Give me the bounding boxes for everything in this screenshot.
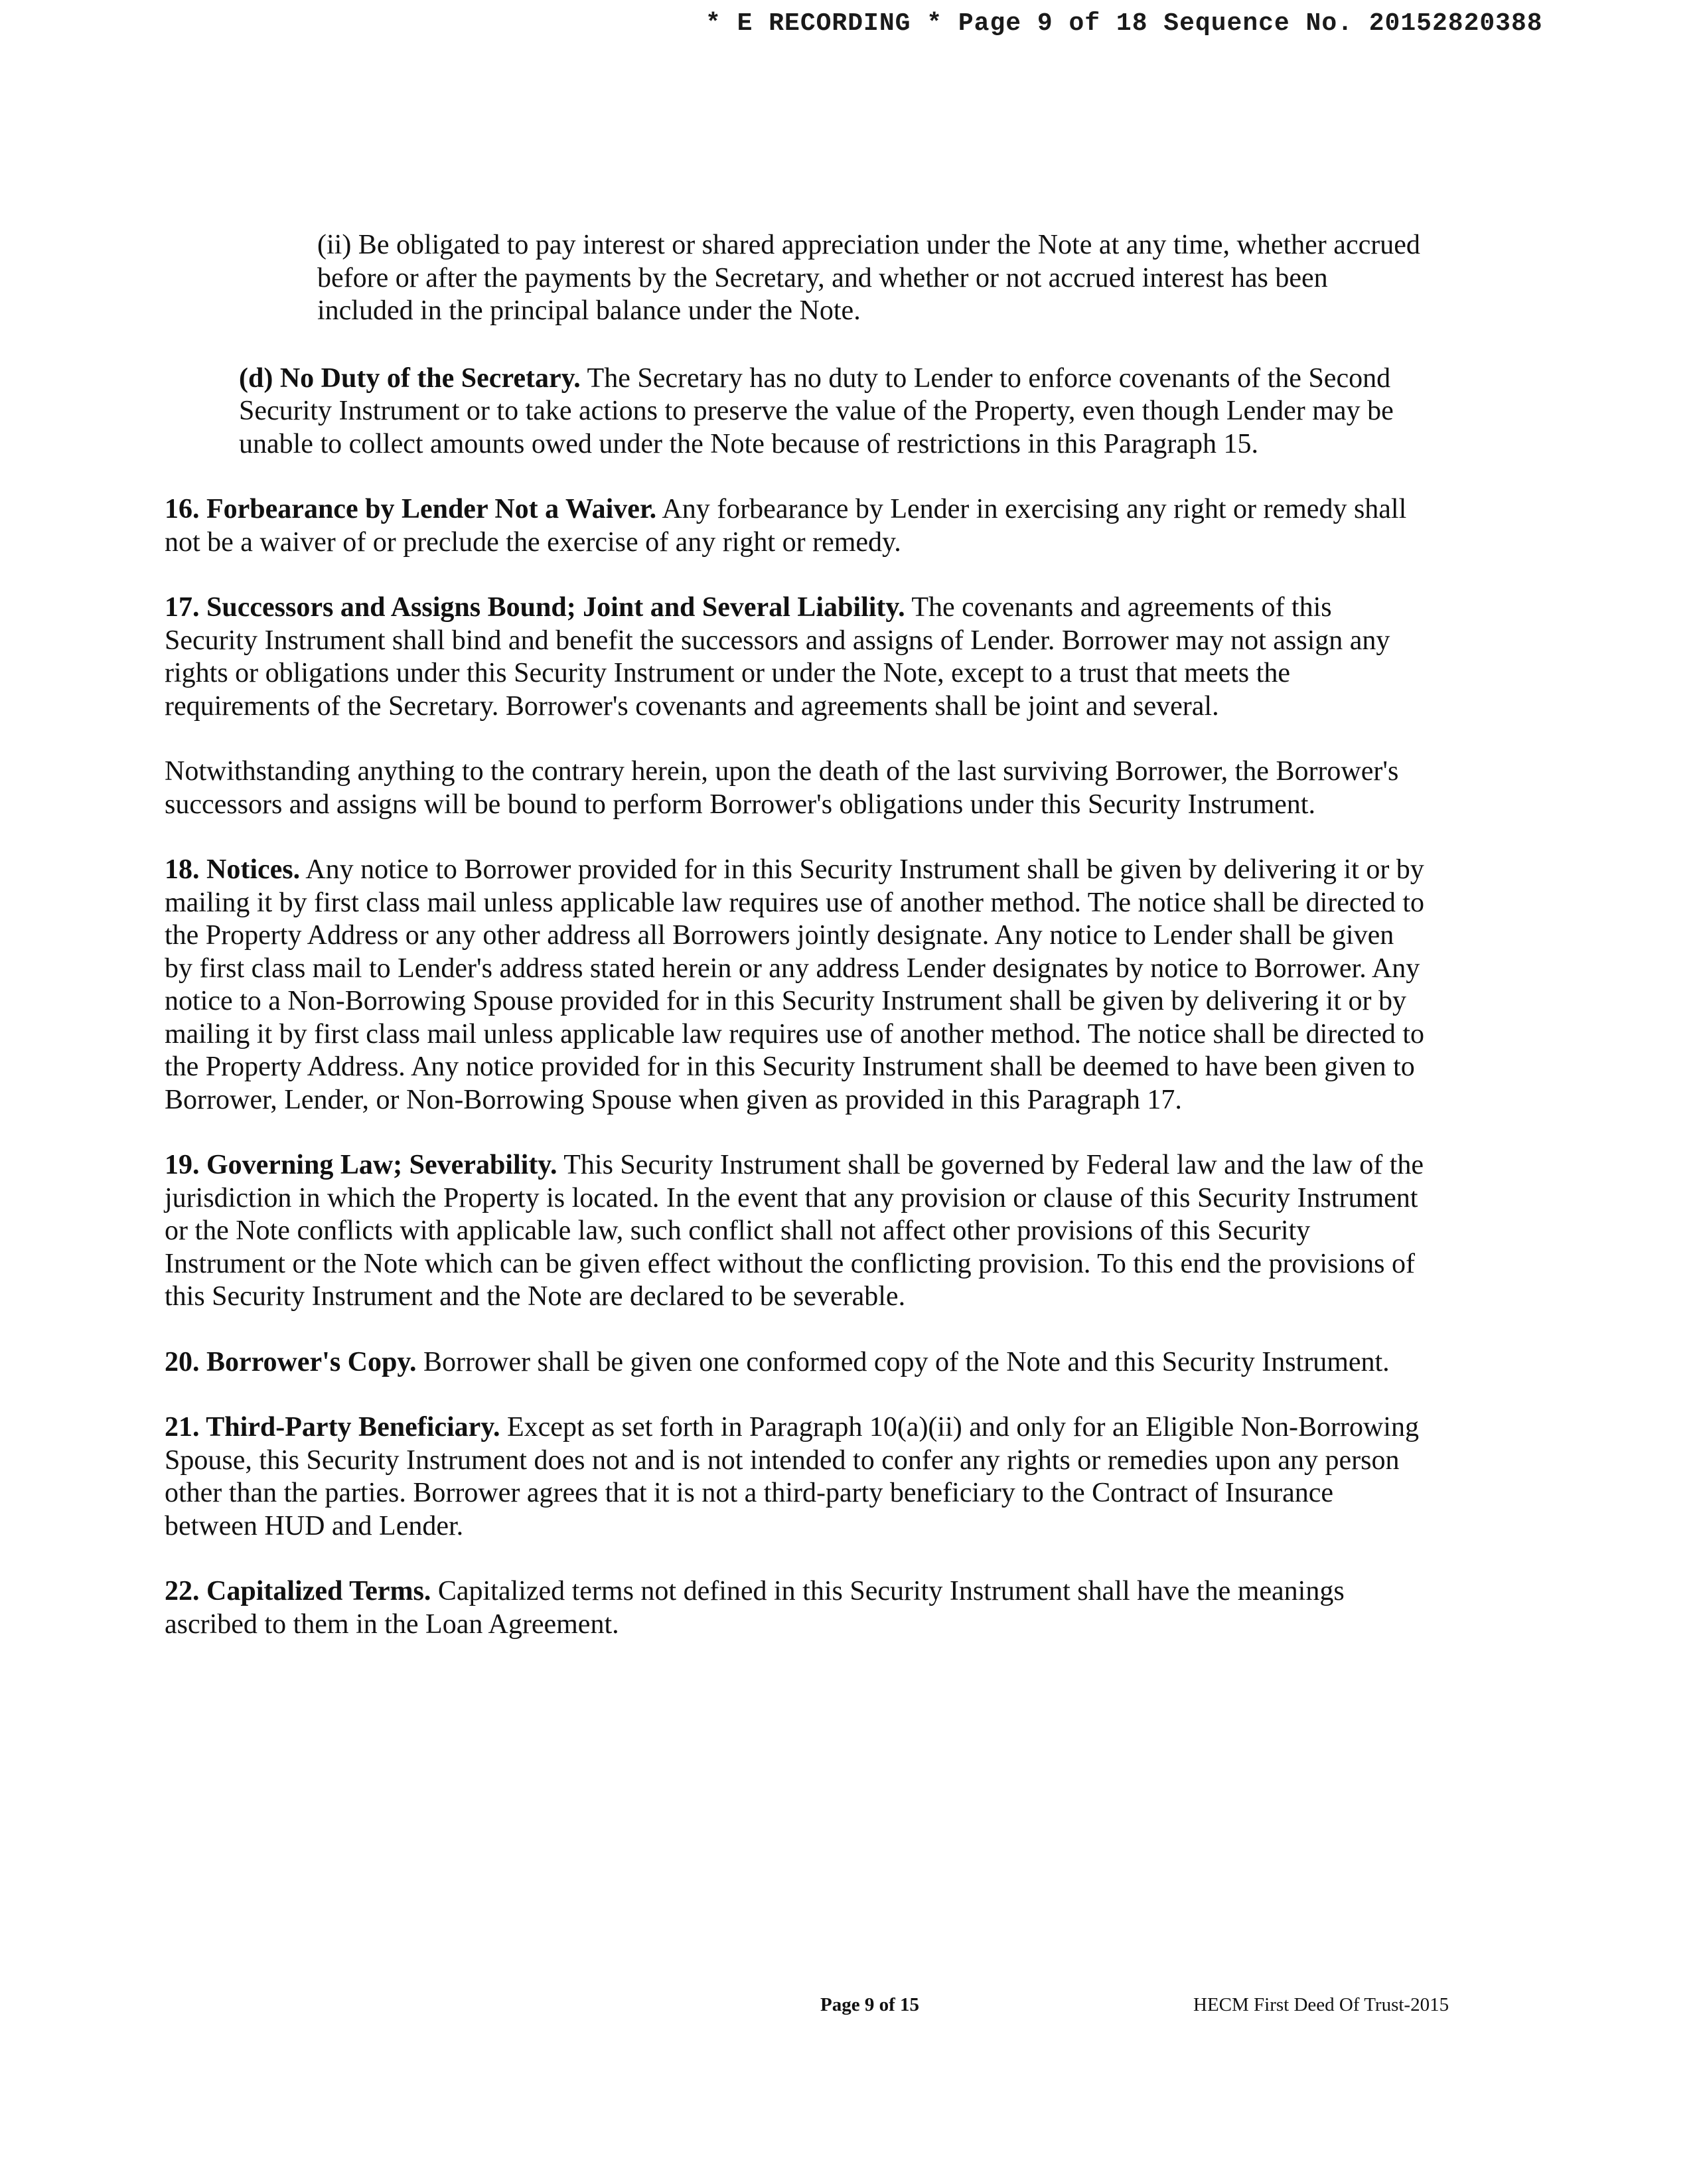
footer-document-name: HECM First Deed Of Trust-2015 xyxy=(1193,1994,1449,2015)
section-20-text: Borrower shall be given one conformed copy of the Note and this Security Instrument. xyxy=(416,1346,1390,1377)
section-20 xyxy=(165,1346,1426,1379)
section-22-heading: 22. Capitalized Terms. xyxy=(165,1576,431,1606)
section-19 xyxy=(165,1149,1426,1314)
footer-page-number: Page 9 of 15 xyxy=(820,1994,919,2015)
paragraph-15c-ii: (ii) Be obligated to pay interest or shared appreciation under the Note at any time, whether accrued before or after the payments by the Secretary, and whether or not accrued interest has been included in the principal balance under the Note. xyxy=(317,230,1420,326)
paragraph-15d-text: The Secretary has no duty to Lender to enforce covenants of the Second Security Instrument or to take actions to preserve the value of the Property, even though Lender may be unable to collect amounts owed under the Note because of restrictions in this Paragraph 15. xyxy=(239,362,1394,459)
section-16-text: Any forbearance by Lender in exercising any right or remedy shall not be a waiver of or preclude the exercise of any right or remedy. xyxy=(165,494,1407,558)
section-18 xyxy=(165,854,1426,1117)
section-21-heading: 21. Third-Party Beneficiary. xyxy=(165,1412,500,1443)
section-16-heading: 16. Forbearance by Lender Not a Waiver. xyxy=(165,494,657,524)
paragraph-15d-heading: (d) No Duty of the Secretary. xyxy=(239,362,581,394)
section-19-text: This Security Instrument shall be governed by Federal law and the law of the jurisdiction in which the Property is located. In the event that any provision or clause of this Security Instrument or the Note conflicts with applicable law, such conflict shall not affect other provisions of this Security Instrument or the Note which can be given effect without the conflicting provision. To this end the provisions of this Security Instrument and the Note are declared to be severable. xyxy=(165,1150,1424,1312)
section-18-text: Any notice to Borrower provided for in this Security Instrument shall be given by delivering it or by mailing it by first class mail unless applicable law requires use of another method. The notice shall be directed to the Property Address or any other address all Borrowers jointly designate. Any notice to Lender shall be given by first class mail to Lender's address stated herein or any address Lender designates by notice to Borrower. Any notice to a Non-Borrowing Spouse provided for in this Security Instrument shall be given by delivering it or by mailing it by first class mail unless applicable law requires use of another method. The notice shall be directed to the Property Address. Any notice provided for in this Security Instrument shall be deemed to have been given to Borrower, Lender, or Non-Borrowing Spouse when given as provided in this Paragraph 17. xyxy=(165,854,1425,1115)
paragraph-15d xyxy=(239,362,1426,461)
section-21-text: Except as set forth in Paragraph 10(a)(ii) and only for an Eligible Non-Borrowing Spouse, this Security Instrument does not and is not intended to confer any rights or remedies upon any person other than the parties. Borrower agrees that it is not a third-party beneficiary to the Contract of Insurance between HUD and Lender. xyxy=(165,1412,1419,1541)
section-17 xyxy=(165,591,1426,723)
section-20-heading: 20. Borrower's Copy. xyxy=(165,1346,417,1377)
section-16 xyxy=(165,493,1426,559)
section-17-heading: 17. Successors and Assigns Bound; Joint and Several Liability. xyxy=(165,592,905,623)
section-22-text: Capitalized terms not defined in this Security Instrument shall have the meanings ascribed to them in the Loan Agreement. xyxy=(165,1576,1345,1640)
recording-header: * E RECORDING * Page 9 of 18 Sequence No. 20152820388 xyxy=(705,9,1543,38)
section-17-paragraph-2: Notwithstanding anything to the contrary herein, upon the death of the last surviving Borrower, the Borrower's successors and assigns will be bound to perform Borrower's obligations under this Security Instrument. xyxy=(165,756,1399,820)
section-19-heading: 19. Governing Law; Severability. xyxy=(165,1150,557,1180)
document-body xyxy=(165,229,1426,1641)
section-17-text: The covenants and agreements of this Security Instrument shall bind and benefit the successors and assigns of Lender. Borrower may not assign any rights or obligations under this Security Instrument or under the Note, except to a trust that meets the requirements of the Secretary. Borrower's covenants and agreements shall be joint and several. xyxy=(165,592,1390,722)
section-22 xyxy=(165,1575,1426,1641)
section-18-heading: 18. Notices. xyxy=(165,854,301,885)
section-21 xyxy=(165,1411,1426,1543)
